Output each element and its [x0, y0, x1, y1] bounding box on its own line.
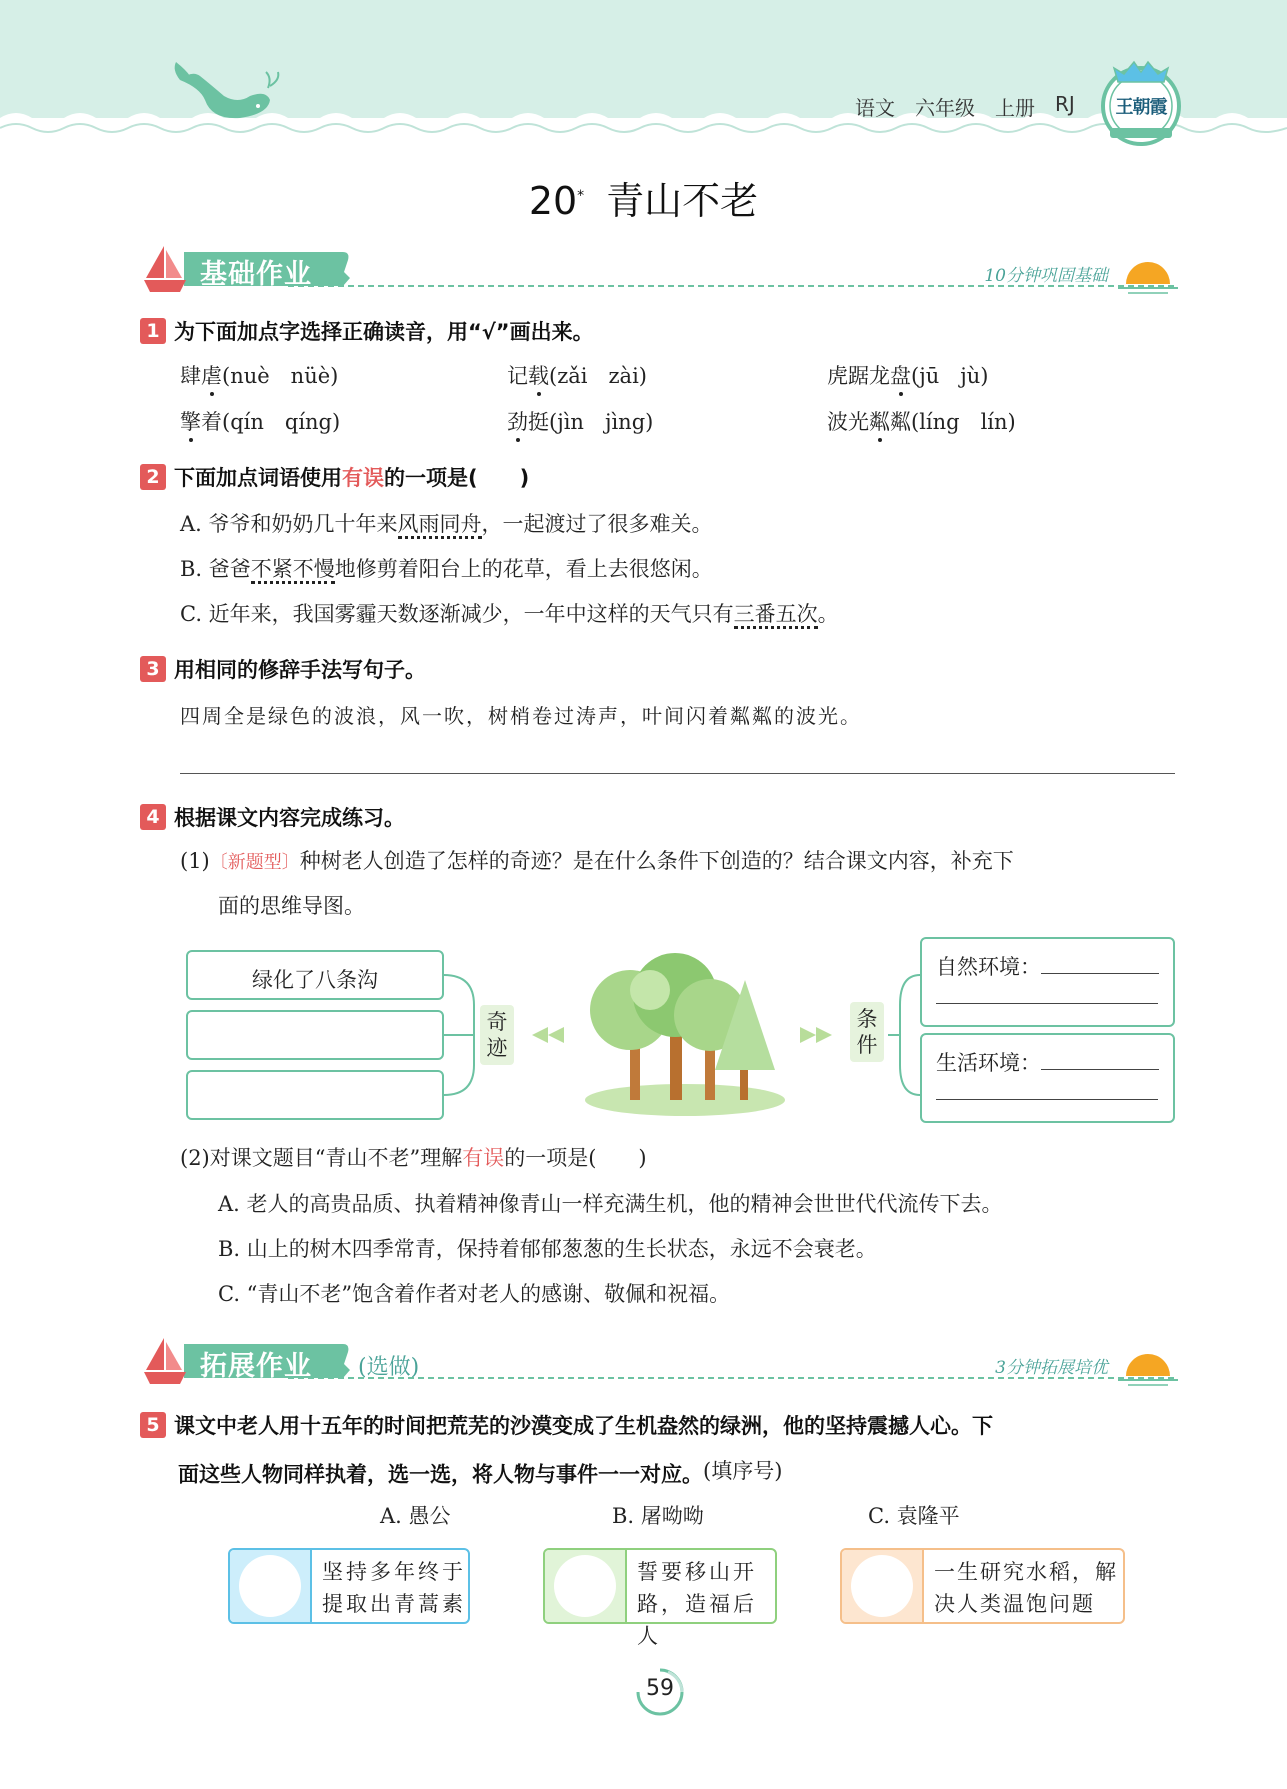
answer-line[interactable]: [936, 1003, 1158, 1004]
q4-part2-option-a: A. 老人的高贵品质、执着精神像青山一样充满生机，他的精神会世世代代流传下去。: [218, 1192, 1003, 1216]
section-ext-label: 拓展作业: [200, 1351, 312, 1382]
dotted-phrase: 不紧不慢: [251, 557, 335, 584]
question-number: 5: [140, 1412, 166, 1438]
question-4-heading: 4 根据课文内容完成练习。: [140, 802, 405, 832]
grade-label: 六年级: [915, 96, 975, 120]
q4-part1-prompt: (1)〔新题型〕种树老人创造了怎样的奇迹？是在什么条件下创造的？结合课文内容，补充下: [180, 849, 1014, 873]
q2-option-a: A. 爷爷和奶奶几十年来风雨同舟，一起渡过了很多难关。: [180, 508, 713, 538]
miracle-box-2[interactable]: [186, 1010, 444, 1060]
q1-item-5: 劲挺(jìn jìng): [507, 410, 654, 434]
question-number: 2: [140, 464, 166, 490]
miracle-box-3[interactable]: [186, 1070, 444, 1120]
answer-circle[interactable]: [554, 1555, 616, 1617]
q1-item-6: 波光粼粼(líng lín): [827, 410, 1016, 434]
dotted-phrase: 三番五次: [734, 602, 818, 629]
sunset-icon: [1118, 1354, 1178, 1385]
page-title: [0, 170, 1287, 225]
sunset-icon: [1118, 262, 1178, 293]
condition-label: 条件: [850, 1002, 884, 1062]
answer-line[interactable]: [936, 1099, 1158, 1100]
natural-environment-box[interactable]: 自然环境：: [920, 937, 1175, 1027]
living-environment-box[interactable]: 生活环境：: [920, 1033, 1175, 1123]
question-number: 1: [140, 318, 166, 344]
sailboat-icon: [144, 246, 186, 292]
event-card-1: 坚持多年终于 提取出青蒿素: [228, 1548, 470, 1624]
q4-part1-prompt-cont: 面的思维导图。: [218, 894, 365, 918]
dotted-phrase: 风雨同舟: [398, 512, 482, 539]
section-ext-banner: [138, 1336, 1178, 1388]
question-2-heading: 2 下面加点词语使用有误的一项是( ): [140, 462, 529, 492]
q1-item-1: 肆虐(nuè nüè): [180, 364, 339, 388]
answer-circle[interactable]: [239, 1555, 301, 1617]
q1-item-4: 擎着(qín qíng): [180, 410, 341, 434]
logo-text: 王朝霞: [1115, 97, 1167, 118]
q4-part2-option-c: C. “青山不老”饱含着作者对老人的感谢、敬佩和祝福。: [218, 1282, 731, 1306]
section-basic-banner: [138, 244, 1178, 296]
question-5-heading-cont: 面这些人物同样执着，选一选，将人物与事件一一对应。(填序号): [178, 1459, 783, 1487]
q4-part2-prompt: (2)对课文题目“青山不老”理解有误的一项是( ): [180, 1146, 647, 1170]
event-card-2: 誓要移山开 路，造福后人: [543, 1548, 777, 1624]
person-a: A. 愚公: [380, 1504, 451, 1528]
page-number: 59: [646, 1676, 674, 1701]
miracle-label: 奇迹: [480, 1005, 514, 1065]
section-basic-note: 10分钟巩固基础: [984, 266, 1108, 286]
section-basic-label: 基础作业: [200, 259, 312, 290]
q1-item-2: 记载(zǎi zài): [507, 364, 647, 388]
question-3-heading: 3 用相同的修辞手法写句子。: [140, 654, 426, 684]
new-type-tag: 〔新题型〕: [209, 852, 300, 873]
event-card-3: 一生研究水稻，解 决人类温饱问题: [840, 1548, 1125, 1624]
subject-label: 语文: [855, 96, 895, 120]
header-band: [0, 0, 1287, 150]
lesson-number: 20: [528, 179, 578, 223]
q2-option-c: C. 近年来，我国雾霾天数逐渐减少，一年中这样的天气只有三番五次。: [180, 598, 839, 628]
arrow-right-icon: [800, 1027, 832, 1043]
edition-label: RJ: [1055, 92, 1075, 116]
sailboat-icon: [144, 1338, 186, 1384]
question-5-heading: 5 课文中老人用十五年的时间把荒芜的沙漠变成了生机盎然的绿洲，他的坚持震撼人心。下: [140, 1410, 993, 1440]
question-number: 3: [140, 656, 166, 682]
q3-sentence: 四周全是绿色的波浪，风一吹，树梢卷过涛声，叶间闪着粼粼的波光。: [180, 704, 862, 728]
miracle-box-1: 绿化了八条沟: [186, 950, 444, 1000]
person-b: B. 屠呦呦: [612, 1504, 704, 1528]
q2-option-b: B. 爸爸不紧不慢地修剪着阳台上的花草，看上去很悠闲。: [180, 553, 713, 583]
lesson-name: 青山不老: [606, 179, 759, 223]
section-ext-note: 3分钟拓展培优: [995, 1358, 1108, 1378]
optional-mark: *: [577, 188, 585, 205]
question-prompt: 为下面加点字选择正确读音，用“√”画出来。: [174, 320, 594, 344]
person-c: C. 袁隆平: [868, 1504, 960, 1528]
answer-circle[interactable]: [851, 1555, 913, 1617]
header-info: [855, 92, 1075, 121]
q4-part2-option-b: B. 山上的树木四季常青，保持着郁郁葱葱的生长状态，永远不会衰老。: [218, 1237, 877, 1261]
volume-label: 上册: [995, 96, 1035, 120]
question-1-heading: [140, 316, 594, 346]
optional-label: (选做): [358, 1355, 420, 1380]
answer-line[interactable]: [180, 773, 1175, 774]
question-number: 4: [140, 804, 166, 830]
trees-illustration: [580, 950, 790, 1120]
q1-item-3: 虎踞龙盘(jū jù): [827, 364, 989, 388]
arrow-left-icon: [532, 1027, 564, 1043]
